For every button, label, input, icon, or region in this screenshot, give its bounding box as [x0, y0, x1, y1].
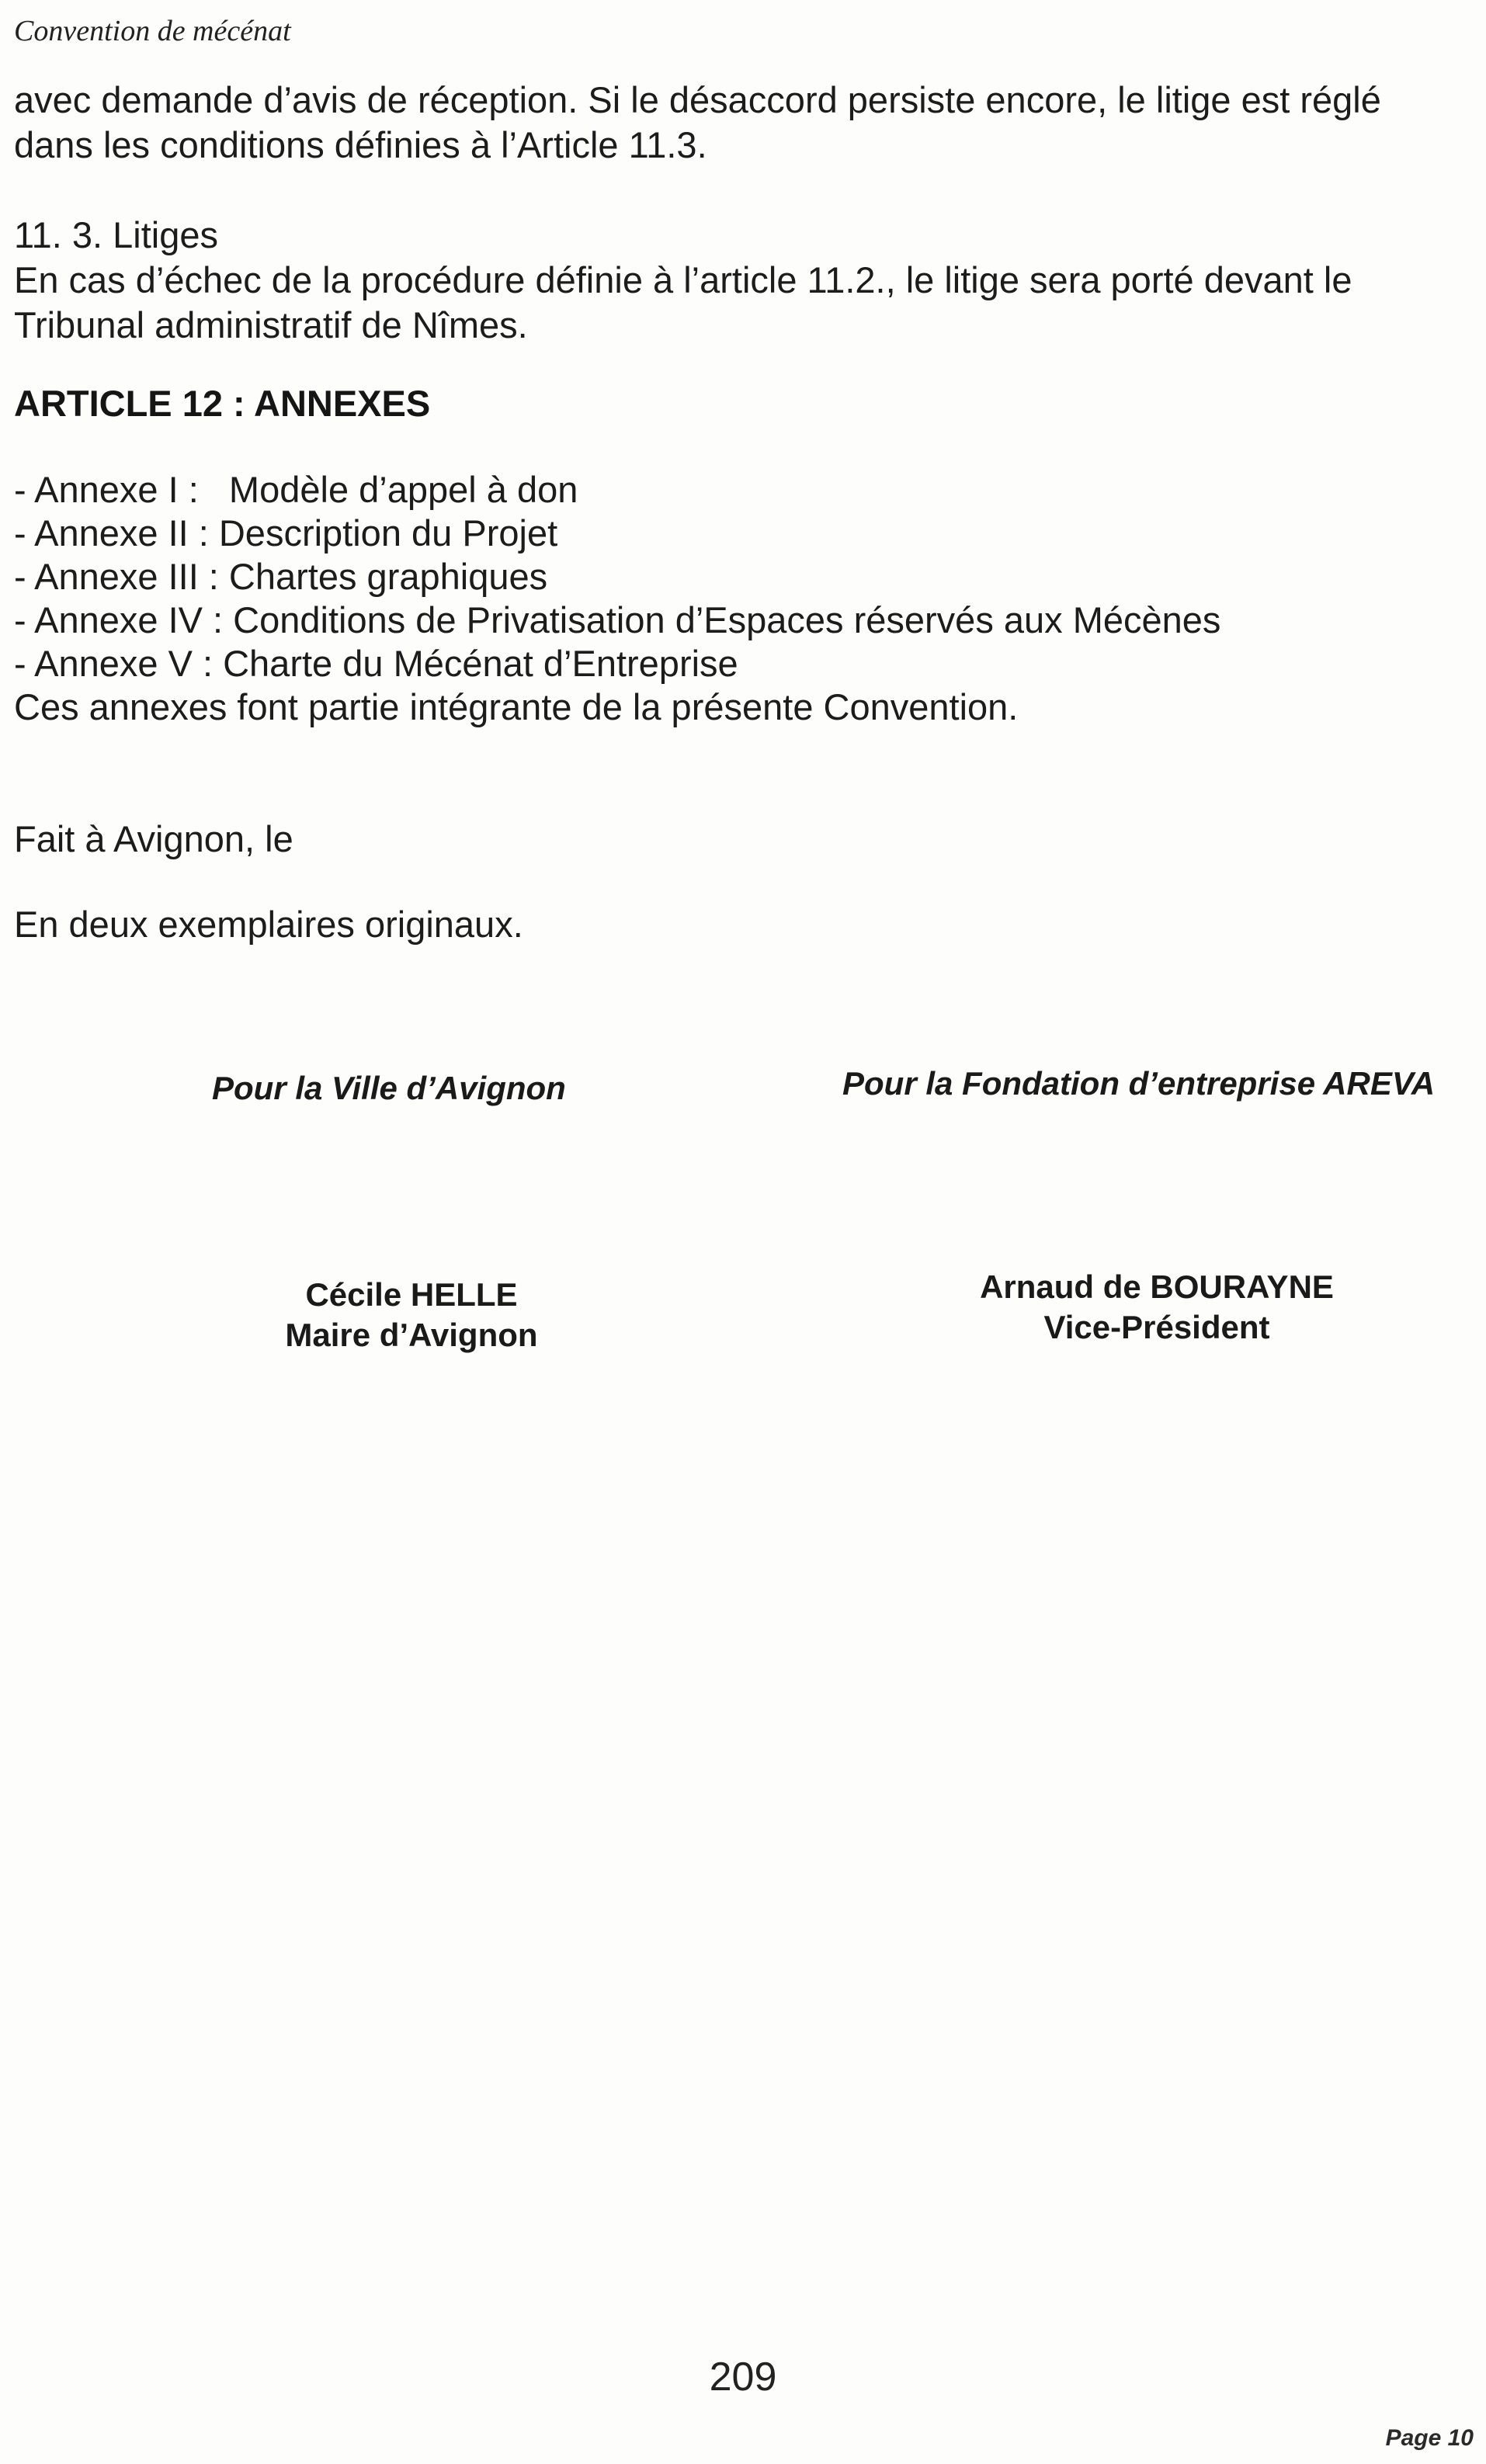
annex-item-4: - Annexe IV : Conditions de Privatisation d’Espaces réservés aux Mécènes: [14, 599, 1221, 640]
signature-heading-right: Pour la Fondation d’entreprise AREVA: [842, 1065, 1436, 1102]
litiges-line-2: Tribunal administratif de Nîmes.: [14, 304, 528, 345]
document-header-title: Convention de mécénat: [14, 15, 291, 47]
signatory-right: [947, 1267, 1366, 1348]
annex-item-1: - Annexe I : Modèle d’appel à don: [14, 469, 578, 510]
page-label: Page 10: [1385, 2425, 1474, 2451]
signatory-left-role: Maire d’Avignon: [285, 1317, 538, 1353]
annex-item-3: - Annexe III : Chartes graphiques: [14, 556, 548, 597]
signatory-right-name: Arnaud de BOURAYNE: [980, 1268, 1334, 1305]
annex-item-5: - Annexe V : Charte du Mécénat d’Entreprise: [14, 643, 738, 684]
signatory-right-role: Vice-Président: [1043, 1309, 1270, 1345]
continuation-line-2: dans les conditions définies à l’Article 11.3.: [14, 124, 707, 165]
litiges-line-1: En cas d’échec de la procédure définie à l’article 11.2., le litige sera porté devant le: [14, 259, 1352, 300]
litiges-section: [14, 213, 1474, 348]
annexes-list: [14, 468, 1220, 729]
continuation-line-1: avec demande d’avis de réception. Si le désaccord persiste encore, le litige est réglé: [14, 79, 1381, 120]
copies-line: En deux exemplaires originaux.: [14, 904, 523, 945]
signatory-left-name: Cécile HELLE: [305, 1276, 518, 1313]
signatory-left: [217, 1275, 606, 1355]
place-date-line: Fait à Avignon, le: [14, 818, 293, 859]
section-title-litiges: 11. 3. Litiges: [14, 214, 219, 255]
continuation-paragraph: [14, 78, 1474, 168]
signature-heading-left: Pour la Ville d’Avignon: [212, 1070, 566, 1106]
article-12-heading: ARTICLE 12 : ANNEXES: [14, 383, 431, 424]
annex-item-2: - Annexe II : Description du Projet: [14, 512, 558, 554]
page-number: 209: [709, 2355, 777, 2400]
annexes-note: Ces annexes font partie intégrante de la présente Convention.: [14, 686, 1019, 727]
